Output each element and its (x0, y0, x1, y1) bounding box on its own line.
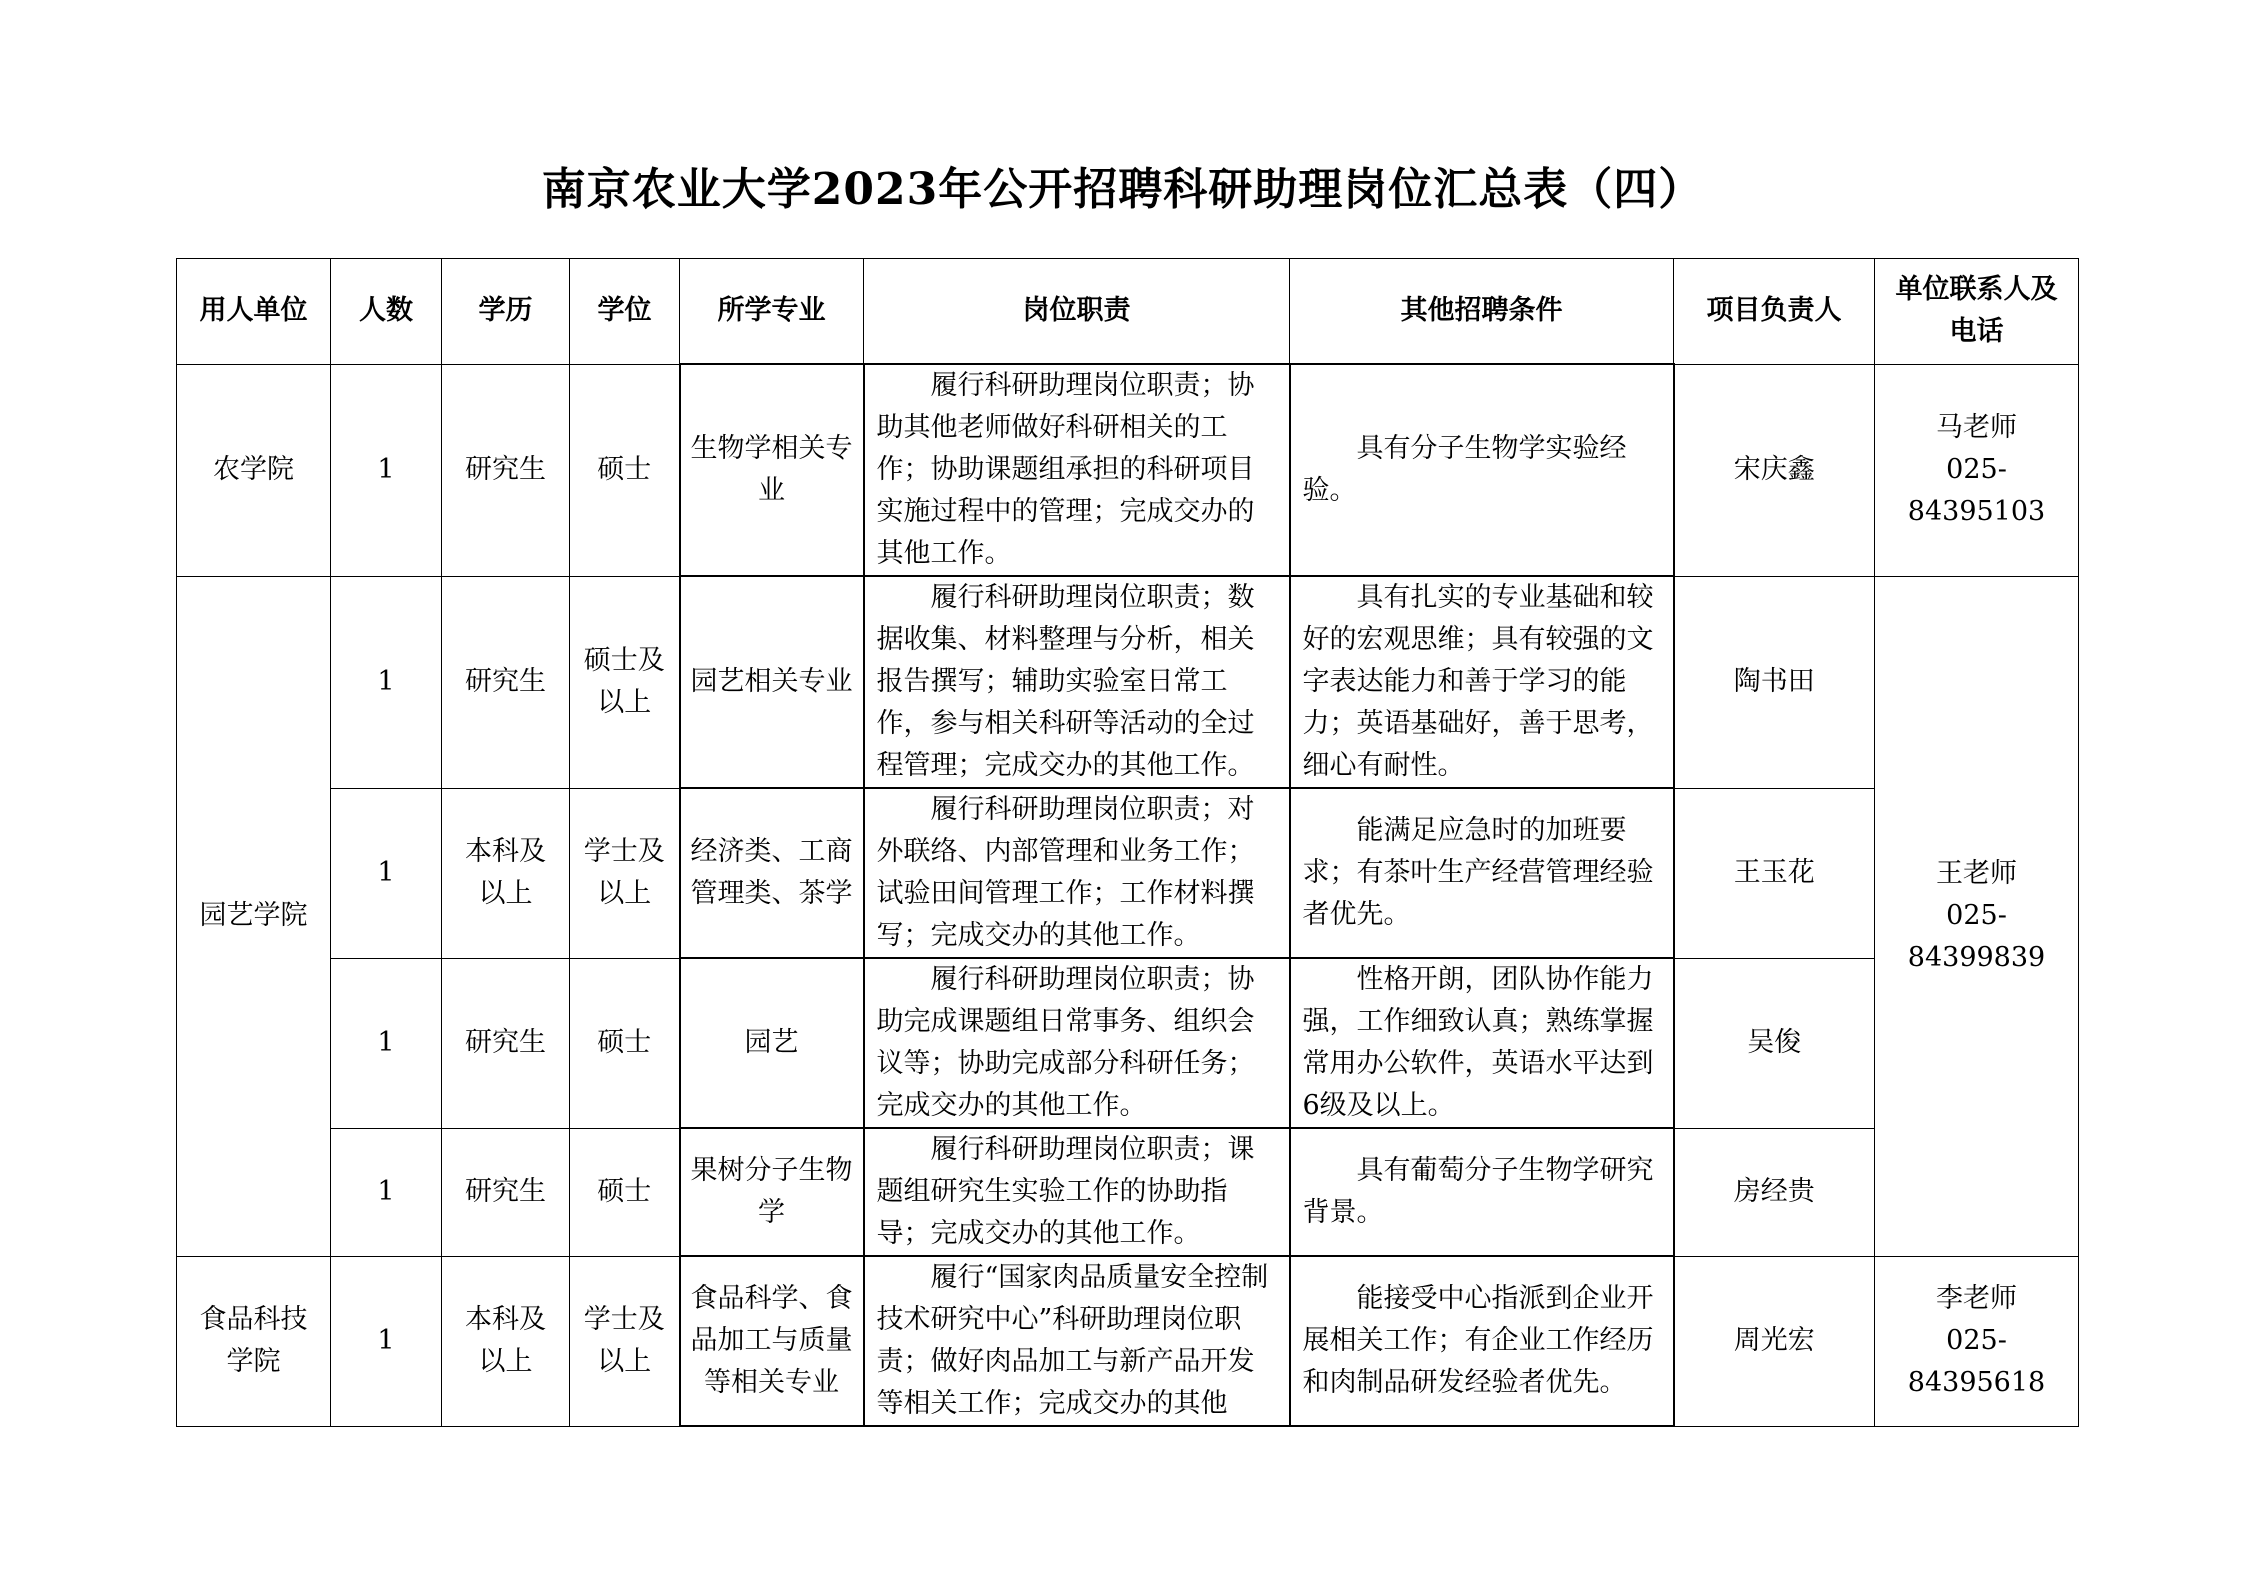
education-cell: 研究生 (442, 1128, 570, 1256)
conditions-cell: 具有葡萄分子生物学研究背景。 (1290, 1128, 1674, 1256)
count-cell: 1 (331, 958, 442, 1128)
duty-cell: 履行科研助理岗位职责；协助其他老师做好科研相关的工作；协助课题组承担的科研项目实施过程中的管理；完成交办的其他工作。 (864, 364, 1290, 576)
header-unit: 用人单位 (177, 259, 331, 365)
leader-cell: 吴俊 (1674, 958, 1875, 1128)
contact-cell (1875, 1256, 2079, 1426)
degree-cell: 硕士 (570, 364, 680, 576)
degree-cell: 硕士 (570, 958, 680, 1128)
leader-cell: 房经贵 (1674, 1128, 1875, 1256)
unit-cell: 农学院 (177, 364, 331, 576)
duty-text: 履行“国家肉品质量安全控制技术研究中心”科研助理岗位职责；做好肉品加工与新产品开发等相关工作；完成交办的其他 (876, 1262, 1269, 1419)
major-cell: 生物学相关专业 (680, 364, 864, 576)
table-row (177, 364, 2079, 576)
contact-cell (1875, 576, 2079, 1256)
count-cell: 1 (331, 788, 442, 958)
major-cell: 食品科学、食品加工与质量等相关专业 (680, 1256, 864, 1426)
duty-cell (864, 1256, 1290, 1426)
table-row (177, 958, 2079, 1128)
contact-name: 马老师 (1936, 412, 2017, 443)
major-cell: 果树分子生物学 (680, 1128, 864, 1256)
duty-cell: 履行科研助理岗位职责；对外联络、内部管理和业务工作；试验田间管理工作；工作材料撰写；完成交办的其他工作。 (864, 788, 1290, 958)
conditions-cell: 能满足应急时的加班要求；有茶叶生产经营管理经验者优先。 (1290, 788, 1674, 958)
major-cell: 园艺相关专业 (680, 576, 864, 788)
leader-cell: 周光宏 (1674, 1256, 1875, 1426)
leader-cell: 宋庆鑫 (1674, 364, 1875, 576)
contact-phone: 025-84399839 (1907, 900, 2046, 973)
unit-cell: 园艺学院 (177, 576, 331, 1256)
table-row (177, 788, 2079, 958)
contact-name: 李老师 (1936, 1283, 2017, 1314)
conditions-cell: 具有扎实的专业基础和较好的宏观思维；具有较强的文字表达能力和善于学习的能力；英语基础好，善于思考，细心有耐性。 (1290, 576, 1674, 788)
header-conditions: 其他招聘条件 (1290, 259, 1674, 365)
header-degree: 学位 (570, 259, 680, 365)
unit-cell: 食品科技学院 (177, 1256, 331, 1426)
contact-phone: 025-84395103 (1907, 454, 2046, 527)
table-row (177, 576, 2079, 788)
table-row (177, 1128, 2079, 1256)
count-cell: 1 (331, 576, 442, 788)
conditions-cell: 具有分子生物学实验经验。 (1290, 364, 1674, 576)
duty-cell: 履行科研助理岗位职责；课题组研究生实验工作的协助指导；完成交办的其他工作。 (864, 1128, 1290, 1256)
education-cell: 研究生 (442, 958, 570, 1128)
leader-cell: 王玉花 (1674, 788, 1875, 958)
contact-name: 王老师 (1936, 858, 2017, 889)
degree-cell: 硕士及以上 (570, 576, 680, 788)
education-cell: 研究生 (442, 576, 570, 788)
conditions-cell: 能接受中心指派到企业开展相关工作；有企业工作经历和肉制品研发经验者优先。 (1290, 1256, 1674, 1426)
header-education: 学历 (442, 259, 570, 365)
major-cell: 园艺 (680, 958, 864, 1128)
count-cell: 1 (331, 1128, 442, 1256)
header-duty: 岗位职责 (864, 259, 1290, 365)
leader-cell: 陶书田 (1674, 576, 1875, 788)
page-title: 南京农业大学2023年公开招聘科研助理岗位汇总表（四） (541, 164, 1704, 215)
header-contact: 单位联系人及电话 (1875, 259, 2079, 365)
education-cell: 研究生 (442, 364, 570, 576)
education-cell: 本科及以上 (442, 788, 570, 958)
table-row (177, 1256, 2079, 1426)
conditions-cell: 性格开朗，团队协作能力强，工作细致认真；熟练掌握常用办公软件，英语水平达到6级及以上。 (1290, 958, 1674, 1128)
header-major: 所学专业 (680, 259, 864, 365)
degree-cell: 学士及以上 (570, 1256, 680, 1426)
duty-cell: 履行科研助理岗位职责；数据收集、材料整理与分析，相关报告撰写；辅助实验室日常工作，参与相关科研等活动的全过程管理；完成交办的其他工作。 (864, 576, 1290, 788)
contact-cell (1875, 364, 2079, 576)
duty-cell: 履行科研助理岗位职责；协助完成课题组日常事务、组织会议等；协助完成部分科研任务；完成交办的其他工作。 (864, 958, 1290, 1128)
education-cell: 本科及以上 (442, 1256, 570, 1426)
degree-cell: 硕士 (570, 1128, 680, 1256)
header-row (177, 259, 2079, 365)
degree-cell: 学士及以上 (570, 788, 680, 958)
count-cell: 1 (331, 364, 442, 576)
contact-phone: 025-84395618 (1907, 1325, 2046, 1398)
recruitment-table (176, 258, 2079, 1427)
major-cell: 经济类、工商管理类、茶学 (680, 788, 864, 958)
header-count: 人数 (331, 259, 442, 365)
header-leader: 项目负责人 (1674, 259, 1875, 365)
count-cell: 1 (331, 1256, 442, 1426)
